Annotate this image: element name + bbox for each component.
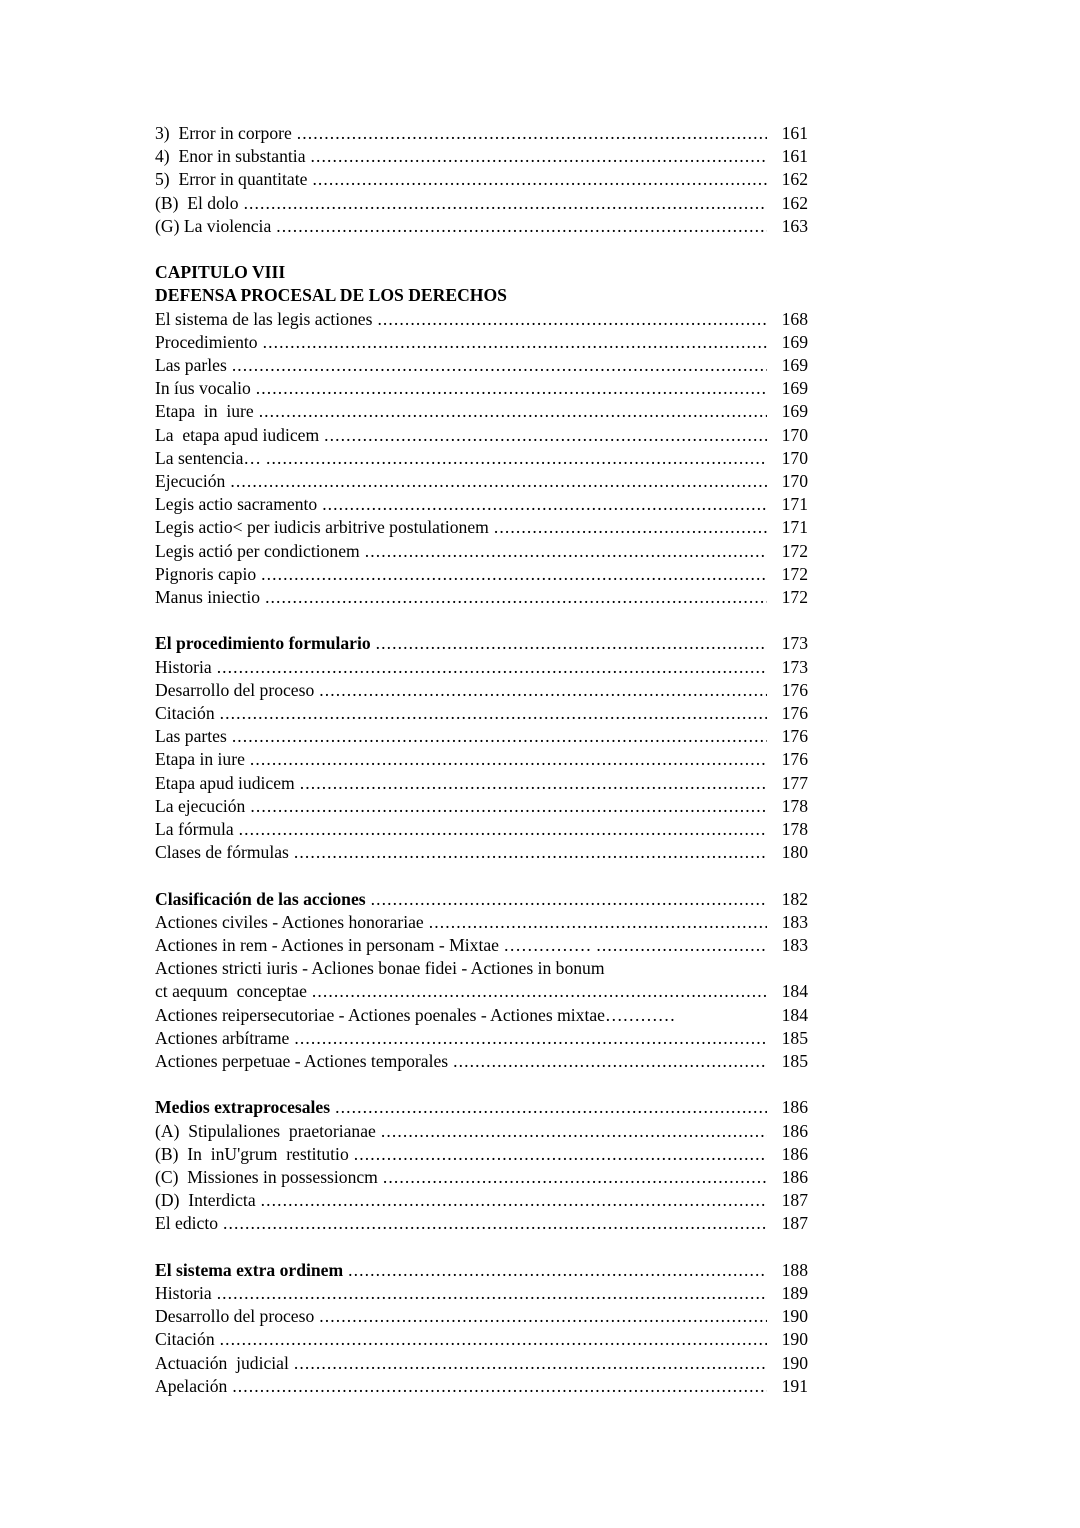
toc-entry-page-number: 185 (781, 1027, 808, 1048)
dot-leader (256, 377, 767, 400)
toc-entry-page-number: 170 (781, 447, 808, 468)
dot-leader (381, 1120, 767, 1143)
dot-leader (429, 911, 767, 934)
toc-entry-page-number: 178 (781, 795, 808, 816)
dot-leader (324, 424, 767, 447)
toc-entry (155, 493, 808, 516)
toc-entry-page-number: 187 (781, 1213, 808, 1234)
toc-entry-label: Actiones civiles - Actiones honorariae (155, 911, 424, 932)
toc-entry (155, 1212, 808, 1235)
toc-entry-page-number: 187 (781, 1190, 808, 1211)
dot-leader (263, 331, 767, 354)
toc-entry-label: Legis actio sacramento (155, 494, 318, 515)
dot-leader (294, 841, 767, 864)
toc-entry-label: Ejecución (155, 471, 226, 492)
dot-leader (261, 1189, 767, 1212)
dot-leader (383, 1166, 767, 1189)
toc-entry-page-number: 169 (781, 331, 808, 352)
toc-entry-page-number: 189 (781, 1283, 808, 1304)
toc-entry-page-number: 176 (781, 749, 808, 770)
toc-entry-label: El procedimiento formulario (155, 633, 371, 654)
dot-leader (261, 563, 767, 586)
toc-entry (155, 1096, 808, 1119)
toc-entry (155, 516, 808, 539)
toc-entry-page-number: 190 (781, 1352, 808, 1373)
toc-entry-label: ct aequum conceptae (155, 981, 307, 1002)
toc-entry (155, 1166, 808, 1189)
toc-entry-page-number: 171 (781, 494, 808, 515)
toc-entry (155, 1328, 808, 1351)
toc-section-header (155, 261, 808, 284)
toc-entry (155, 354, 808, 377)
toc-entry-label: Actiones perpetuae - Actiones temporales (155, 1051, 449, 1072)
dot-leader (232, 354, 767, 377)
toc-entry-label: El edicto (155, 1213, 219, 1234)
toc-entry (155, 122, 808, 145)
toc-entry-label: La etapa apud iudicem (155, 424, 320, 445)
toc-entry (155, 888, 808, 911)
dot-leader (312, 168, 767, 191)
toc-entry-label: Actiones in rem - Actiones in personam - Mixtae …………… (155, 935, 592, 956)
toc-entry-page-number: 172 (781, 563, 808, 584)
dot-leader (230, 470, 767, 493)
toc-entry-label: La sentencia… (155, 447, 262, 468)
toc-entry-label: Historia (155, 656, 212, 677)
toc-entry-label: Actiones reipersecutoriae - Actiones poenales - Actiones mixtae………… (155, 1004, 676, 1025)
dot-leader (319, 679, 767, 702)
toc-entry-label: Historia (155, 1283, 212, 1304)
toc-entry-label: 4) Enor in substantia (155, 146, 306, 167)
toc-entry (155, 563, 808, 586)
toc-entry-page-number: 190 (781, 1306, 808, 1327)
toc-entry-page-number: 168 (781, 308, 808, 329)
toc-entry-page-number: 170 (781, 471, 808, 492)
toc-entry-label: Actuación judicial (155, 1352, 289, 1373)
toc-entry (155, 1259, 808, 1282)
toc-entry (155, 1143, 808, 1166)
toc-entry (155, 1375, 808, 1398)
toc-entry (155, 470, 808, 493)
toc-entry-page-number: 161 (781, 123, 808, 143)
toc-entry-page-number: 184 (781, 981, 808, 1002)
toc-entry-page-number: 176 (781, 726, 808, 747)
dot-leader (365, 540, 767, 563)
toc-entry-page-number: 162 (781, 169, 808, 190)
toc-entry (155, 656, 808, 679)
toc-entry-label: Desarrollo del proceso (155, 679, 315, 700)
toc-entry (155, 725, 808, 748)
toc-section-header-text: CAPITULO VIII (155, 262, 286, 283)
toc-entry-page-number: 169 (781, 378, 808, 399)
toc-entry (155, 215, 808, 238)
toc-section-header (155, 284, 808, 307)
toc-entry (155, 1120, 808, 1143)
toc-entry-label: Las parles (155, 355, 227, 376)
table-of-contents (155, 122, 808, 1398)
toc-entry-label: Legis actio< per iudicis arbitrive postulationem (155, 517, 489, 538)
toc-entry (155, 145, 808, 168)
dot-leader (453, 1050, 767, 1073)
toc-entry (155, 748, 808, 771)
toc-entry-label: Citación (155, 1329, 215, 1350)
dot-leader (217, 656, 767, 679)
toc-entry-label: Legis actió per condictionem (155, 540, 360, 561)
toc-entry-label: Manus iniectio (155, 587, 261, 608)
toc-entry-page-number: 191 (781, 1375, 808, 1396)
toc-entry-label: Citación (155, 703, 215, 724)
dot-leader (312, 980, 767, 1003)
dot-leader (217, 1282, 767, 1305)
toc-entry-page-number: 183 (781, 911, 808, 932)
dot-leader (266, 447, 767, 470)
dot-leader (311, 145, 767, 168)
toc-entry-label: Pignoris capio (155, 563, 257, 584)
toc-entry-page-number: 183 (781, 935, 808, 956)
toc-entry (155, 168, 808, 191)
toc-entry (155, 957, 808, 980)
toc-entry (155, 1027, 808, 1050)
toc-entry-label: Clasificación de las acciones (155, 888, 366, 909)
toc-entry-page-number: 185 (781, 1051, 808, 1072)
toc-entry (155, 447, 808, 470)
toc-entry (155, 632, 808, 655)
toc-entry (155, 1050, 808, 1073)
dot-leader (232, 725, 767, 748)
toc-entry-page-number: 163 (781, 215, 808, 236)
toc-entry (155, 702, 808, 725)
dot-leader (232, 1375, 767, 1398)
dot-leader (276, 215, 767, 238)
toc-entry (155, 934, 808, 957)
toc-entry-page-number: 184 (781, 1004, 808, 1025)
dot-leader (596, 934, 767, 957)
toc-entry-label: In íus vocalio (155, 378, 251, 399)
toc-entry (155, 1282, 808, 1305)
toc-entry-page-number: 176 (781, 703, 808, 724)
toc-entry-label: Actiones stricti iuris - Acliones bonae fidei - Actiones in bonum (155, 958, 605, 979)
dot-leader (220, 702, 767, 725)
dot-leader (244, 192, 767, 215)
toc-entry-label: Etapa in iure (155, 401, 254, 422)
toc-entry-page-number: 186 (781, 1167, 808, 1188)
toc-entry-page-number: 176 (781, 679, 808, 700)
dot-leader (376, 632, 767, 655)
toc-entry-label: Etapa apud iudicem (155, 772, 295, 793)
toc-entry (155, 911, 808, 934)
toc-entry-label: Medios extraprocesales (155, 1097, 331, 1118)
toc-entry (155, 377, 808, 400)
toc-entry-page-number: 178 (781, 819, 808, 840)
dot-leader (239, 818, 767, 841)
toc-entry-page-number: 182 (781, 888, 808, 909)
toc-entry-page-number: 186 (781, 1120, 808, 1141)
toc-entry (155, 540, 808, 563)
toc-entry (155, 308, 808, 331)
toc-entry (155, 1004, 808, 1027)
toc-entry-label: Clases de fórmulas (155, 842, 289, 863)
toc-entry-page-number: 173 (781, 633, 808, 654)
toc-entry-label: (G) La violencia (155, 215, 272, 236)
toc-entry-label: Procedimiento (155, 331, 258, 352)
toc-entry-page-number: 172 (781, 587, 808, 608)
toc-entry-label: La fórmula (155, 819, 234, 840)
dot-leader (259, 400, 767, 423)
toc-entry-label: Actiones arbítrame (155, 1027, 290, 1048)
toc-entry-page-number: 162 (781, 192, 808, 213)
toc-entry-label: Las partes (155, 726, 227, 747)
dot-leader (377, 308, 767, 331)
toc-entry-page-number: 172 (781, 540, 808, 561)
toc-entry (155, 1305, 808, 1328)
toc-entry-label: (C) Missiones in possessioncm (155, 1167, 378, 1188)
dot-leader (220, 1328, 767, 1351)
toc-entry (155, 1352, 808, 1375)
toc-entry-label: (D) Interdicta (155, 1190, 256, 1211)
toc-entry-label: (B) El dolo (155, 192, 239, 213)
toc-entry-label: El sistema de las legis actiones (155, 308, 373, 329)
toc-entry-page-number: 186 (781, 1143, 808, 1164)
toc-entry-label: Apelación (155, 1375, 228, 1396)
toc-section-header-text: DEFENSA PROCESAL DE LOS DERECHOS (155, 285, 507, 306)
toc-entry-label: El sistema extra ordinem (155, 1259, 344, 1280)
dot-leader (250, 795, 767, 818)
dot-leader (294, 1027, 767, 1050)
toc-entry (155, 400, 808, 423)
toc-entry-page-number: 171 (781, 517, 808, 538)
toc-entry (155, 795, 808, 818)
dot-leader (319, 1305, 767, 1328)
toc-entry-label: Desarrollo del proceso (155, 1306, 315, 1327)
toc-entry (155, 772, 808, 795)
dot-leader (265, 586, 767, 609)
dot-leader (297, 122, 767, 145)
dot-leader (250, 748, 767, 771)
dot-leader (294, 1352, 767, 1375)
dot-leader (300, 772, 767, 795)
dot-leader (348, 1259, 767, 1282)
dot-leader (322, 493, 767, 516)
toc-entry-label: (B) In inU'grum restitutio (155, 1143, 349, 1164)
toc-entry (155, 980, 808, 1003)
toc-entry (155, 1189, 808, 1212)
toc-entry-label: La ejecución (155, 795, 246, 816)
toc-entry (155, 424, 808, 447)
toc-entry (155, 586, 808, 609)
toc-entry-label: Etapa in iure (155, 749, 245, 770)
toc-entry (155, 679, 808, 702)
toc-entry-label: 5) Error in quantitate (155, 169, 308, 190)
dot-leader (335, 1096, 767, 1119)
dot-leader (223, 1212, 767, 1235)
toc-entry (155, 331, 808, 354)
toc-entry-page-number: 186 (781, 1097, 808, 1118)
toc-entry-page-number: 169 (781, 355, 808, 376)
toc-entry-label: (A) Stipulaliones praetorianae (155, 1120, 376, 1141)
toc-entry-page-number: 180 (781, 842, 808, 863)
toc-entry-page-number: 190 (781, 1329, 808, 1350)
toc-entry-page-number: 173 (781, 656, 808, 677)
toc-entry-page-number: 170 (781, 424, 808, 445)
toc-entry-page-number: 177 (781, 772, 808, 793)
toc-entry-page-number: 161 (781, 146, 808, 167)
toc-entry (155, 818, 808, 841)
dot-leader (494, 516, 767, 539)
toc-entry-label: 3) Error in corpore (155, 123, 292, 143)
dot-leader (354, 1143, 767, 1166)
toc-entry (155, 841, 808, 864)
toc-entry-page-number: 188 (781, 1259, 808, 1280)
dot-leader (371, 888, 767, 911)
toc-entry (155, 192, 808, 215)
toc-entry-page-number: 169 (781, 401, 808, 422)
